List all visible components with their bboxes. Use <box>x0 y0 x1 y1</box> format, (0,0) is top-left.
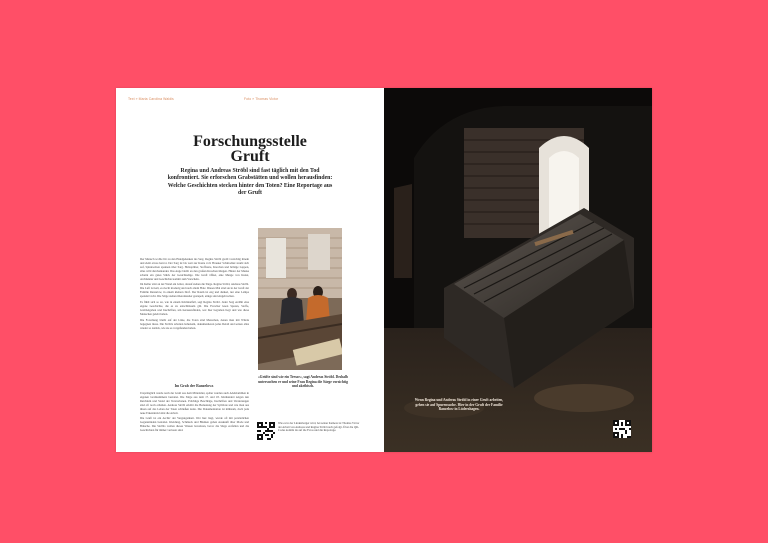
text-credit: Text » Maria Carolina Waldis <box>128 97 174 101</box>
section-subhead: Im Grab der Ranzelows <box>174 384 214 388</box>
qr-code-right[interactable] <box>613 420 631 438</box>
body-paragraph: Die Gruft ist ein Archiv der Vergangenheit. Wer hier liegt, wurde oft mit persönlichen Gegenständen bestattet. Kleidung, Schmuck und Blumen geben Auskunft über Mode und Bräuche. Die Ströbls wollen dieses Wissen bewahren, bevor die Särge zerfallen und die Geschichten für immer verloren sind. <box>140 416 249 433</box>
right-page <box>384 88 652 452</box>
researchers-photo-graphic <box>258 228 342 370</box>
body-paragraph: Im Keller sitzt an der Wand ein Gitter, darauf stehen die Särge. Regina Ströbl, Andreas Ströbl. Die Luft ist kalt, es riecht moderig und nach altem Holz. Dieses Mal sind sie in der Gruft der Familie Ranzelow, in einem kleinen Dorf. Der Raum ist eng und dunkel, nur eine Lampe spendet Licht. Die Särge stehen übereinander gestapelt, einige sind eingebrochen. <box>140 282 249 299</box>
qr-note: Wie es in der Lindenberger wird, bei seiner Kamera ist Thomas Victor der Arbeit von Andreas und Regina Ströbl nach gefolgt. Über die QR-Codes kommt du auf die Fotos und die Reportage. <box>278 421 360 433</box>
headline-line-1: Forschungsstelle <box>193 133 307 150</box>
magazine-spread <box>116 88 652 452</box>
qr-code-icon <box>257 422 275 440</box>
photo-caption: »Grüfte sind wie ein Tresor«, sagt Andreas Ströbl. Deshalb untersuchen er und seine Frau Regina die Särge vorsichtig und akribisch. <box>258 375 348 389</box>
body-column-upper <box>140 258 249 382</box>
body-paragraph: Der Mensch wollte für zu den Handgelenken ins Sarg. Regina Ströbl greift vorsichtig hinein und zieht etwas hervor. Der Sarg ist bis weit zur Kante voll. Brauner Schmodder staubt sich auf, Spinnweben spannen über Sarg. Holzsplitter, Stoffreste, Knochen und hölzige Lappen, alles wild durcheinander. Das Auge bleibt an den großen Knochen hängen. Hinter der Maske scheint ein gutes Stück der Gesichtszüge. Die Gruft öffnet, eine Menge von Kunst, Architektur und Geschichte kommt zum Vorschein. <box>140 258 249 281</box>
body-paragraph: Es fühlt sich so an, wie in einem Kriminalfall, sagt Regina Ströbl. Jeder Sarg erzählt eine eigene Geschichte, die es zu entschlüsseln gilt. Die Forscher lesen Spuren, Stoffe, Grabbeigaben und Inschriften, um herauszufinden, wer hier begraben liegt und wie diese Menschen gelebt haben. <box>140 300 249 316</box>
body-paragraph: Ursprünglich wurde nach der Gruft aus dem Mittelalter, später wurden auch Adelsfamilien in eigenen Grabkammern bestattet. Die Särge aus dem 17. und 18. Jahrhundert zeigen den Reichtum und Stand der Verstorbenen. Prächtige Beschläge, Inschriften und Verzierungen sind oft noch erhalten. Andreas Ströbl erklärt die Bedeutung der Symbole und wie man aus ihnen auf das Leben der Toten schließen kann. Die Dokumentation ist mühsam, doch jede neue Erkenntnis lohnt die Arbeit. <box>140 392 249 415</box>
lead-paragraph: Regina und Andreas Ströbl sind fast täglich mit den Tod konfrontiert. Sie erforschen Grabstätten und wollen herausfinden: Welche Geschichten stecken hinter den Toten? Eine Reportage aus der Gruft <box>167 168 333 197</box>
qr-code-icon <box>613 420 631 438</box>
body-paragraph: Die Forschung bleibt auf der Linie, die Toten sind Menschen, denen man mit Würde begegnen muss. Die Ströbls arbeiten behutsam, dokumentieren jedes Detail und setzen alles wieder so zurück, wie sie es vorgefunden haben. <box>140 317 249 330</box>
photo-credit: Foto » Thomas Victor <box>244 97 279 101</box>
body-column-lower <box>140 392 249 444</box>
qr-code-left[interactable] <box>257 422 275 440</box>
left-page <box>116 88 384 452</box>
headline-line-2: Gruft <box>230 148 270 165</box>
researchers-photo <box>258 228 342 370</box>
right-photo-caption: Wenn Regina und Andreas Ströbl in einer Gruft arbeiten, gehen sie auf Spurensuche. Hier in der Gruft der Familie Ranzelow in Lüdershagen. <box>414 398 504 412</box>
